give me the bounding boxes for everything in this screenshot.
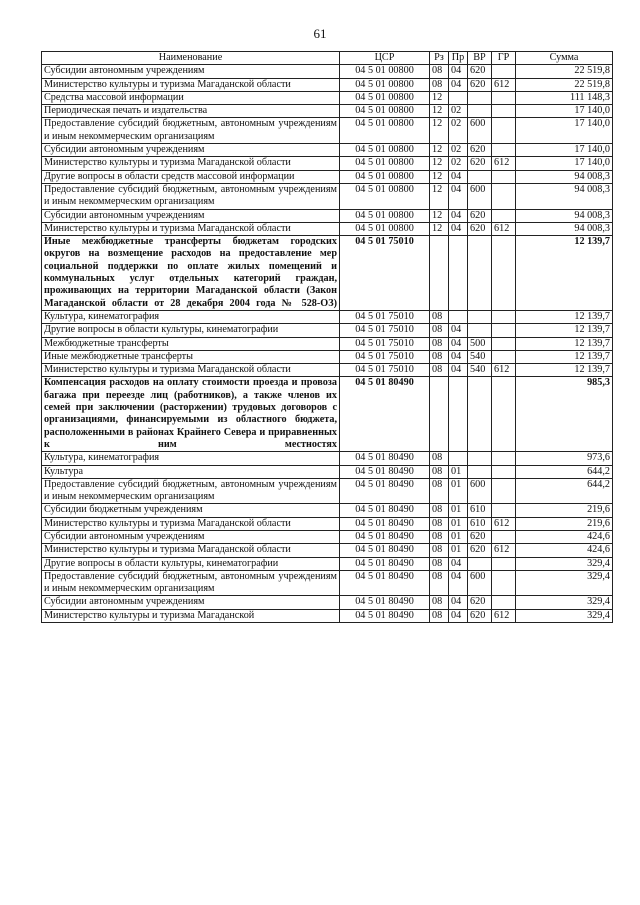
cell-pr: 01 <box>449 478 468 504</box>
cell-sum: 644,2 <box>516 465 613 478</box>
cell-vr: 620 <box>468 222 492 235</box>
cell-rz: 08 <box>430 78 449 91</box>
cell-name: Министерство культуры и туризма Магаданской области <box>42 517 340 530</box>
cell-pr: 04 <box>449 350 468 363</box>
cell-gr <box>492 504 516 517</box>
cell-csr: 04 5 01 80490 <box>340 517 430 530</box>
cell-vr <box>468 105 492 118</box>
cell-gr <box>492 530 516 543</box>
cell-rz: 08 <box>430 609 449 622</box>
cell-csr: 04 5 01 80490 <box>340 478 430 504</box>
cell-sum: 12 139,7 <box>516 236 613 311</box>
cell-gr <box>492 236 516 311</box>
table-row <box>42 78 613 91</box>
cell-sum: 985,3 <box>516 377 613 452</box>
cell-gr <box>492 183 516 209</box>
cell-pr: 01 <box>449 504 468 517</box>
cell-pr: 04 <box>449 222 468 235</box>
cell-pr: 04 <box>449 170 468 183</box>
cell-name: Субсидии автономным учреждениям <box>42 209 340 222</box>
cell-gr <box>492 337 516 350</box>
cell-rz: 08 <box>430 557 449 570</box>
cell-vr <box>468 310 492 323</box>
cell-pr: 04 <box>449 557 468 570</box>
cell-gr <box>492 557 516 570</box>
table-row <box>42 465 613 478</box>
header-sum: Сумма <box>516 52 613 65</box>
cell-sum: 329,4 <box>516 570 613 596</box>
cell-csr: 04 5 01 80490 <box>340 530 430 543</box>
cell-vr <box>468 557 492 570</box>
cell-csr: 04 5 01 80490 <box>340 596 430 609</box>
cell-csr: 04 5 01 80490 <box>340 557 430 570</box>
cell-csr: 04 5 01 80490 <box>340 504 430 517</box>
cell-gr: 612 <box>492 609 516 622</box>
cell-vr: 620 <box>468 544 492 557</box>
cell-pr <box>449 310 468 323</box>
cell-gr <box>492 465 516 478</box>
cell-pr: 02 <box>449 144 468 157</box>
header-csr: ЦСР <box>340 52 430 65</box>
cell-csr: 04 5 01 80490 <box>340 452 430 465</box>
table-row <box>42 157 613 170</box>
cell-vr: 620 <box>468 65 492 78</box>
cell-csr: 04 5 01 75010 <box>340 236 430 311</box>
cell-gr: 612 <box>492 364 516 377</box>
table-row <box>42 337 613 350</box>
cell-rz: 12 <box>430 183 449 209</box>
cell-pr: 04 <box>449 337 468 350</box>
cell-sum: 329,4 <box>516 609 613 622</box>
cell-sum: 111 148,3 <box>516 91 613 104</box>
cell-vr: 600 <box>468 570 492 596</box>
cell-vr <box>468 324 492 337</box>
cell-csr: 04 5 01 80490 <box>340 377 430 452</box>
cell-csr: 04 5 01 00800 <box>340 65 430 78</box>
cell-name: Предоставление субсидий бюджетным, автономным учреждениям и иным некоммерческим организациям <box>42 118 340 144</box>
cell-name: Межбюджетные трансферты <box>42 337 340 350</box>
cell-rz: 08 <box>430 544 449 557</box>
table-row <box>42 91 613 104</box>
cell-vr <box>468 452 492 465</box>
cell-name: Предоставление субсидий бюджетным, автономным учреждениям и иным некоммерческим организациям <box>42 183 340 209</box>
cell-rz: 12 <box>430 222 449 235</box>
cell-csr: 04 5 01 75010 <box>340 364 430 377</box>
cell-name: Предоставление субсидий бюджетным, автономным учреждениям и иным некоммерческим организациям <box>42 570 340 596</box>
table-row <box>42 222 613 235</box>
cell-pr <box>449 236 468 311</box>
cell-sum: 17 140,0 <box>516 105 613 118</box>
cell-rz: 08 <box>430 596 449 609</box>
table-body <box>42 65 613 623</box>
cell-rz: 08 <box>430 310 449 323</box>
cell-pr: 04 <box>449 570 468 596</box>
cell-csr: 04 5 01 80490 <box>340 465 430 478</box>
cell-vr: 620 <box>468 157 492 170</box>
cell-sum: 424,6 <box>516 530 613 543</box>
cell-name: Министерство культуры и туризма Магаданской области <box>42 222 340 235</box>
cell-csr: 04 5 01 80490 <box>340 609 430 622</box>
cell-sum: 94 008,3 <box>516 222 613 235</box>
cell-name: Субсидии автономным учреждениям <box>42 530 340 543</box>
cell-vr: 620 <box>468 209 492 222</box>
table-row <box>42 570 613 596</box>
header-row <box>42 52 613 65</box>
cell-vr: 610 <box>468 517 492 530</box>
cell-vr: 600 <box>468 478 492 504</box>
cell-pr: 02 <box>449 157 468 170</box>
cell-rz: 08 <box>430 324 449 337</box>
cell-pr: 04 <box>449 324 468 337</box>
cell-rz: 08 <box>430 478 449 504</box>
cell-csr: 04 5 01 00800 <box>340 105 430 118</box>
cell-pr: 02 <box>449 118 468 144</box>
cell-vr: 620 <box>468 530 492 543</box>
cell-name: Культура, кинематография <box>42 452 340 465</box>
cell-sum: 973,6 <box>516 452 613 465</box>
cell-name: Средства массовой информации <box>42 91 340 104</box>
table-row <box>42 504 613 517</box>
cell-rz: 12 <box>430 144 449 157</box>
header-name: Наименование <box>42 52 340 65</box>
cell-csr: 04 5 01 00800 <box>340 170 430 183</box>
table-row <box>42 350 613 363</box>
table-row <box>42 144 613 157</box>
cell-csr: 04 5 01 00800 <box>340 222 430 235</box>
cell-name: Министерство культуры и туризма Магаданской <box>42 609 340 622</box>
cell-rz: 12 <box>430 118 449 144</box>
cell-vr: 620 <box>468 609 492 622</box>
table-row <box>42 209 613 222</box>
cell-csr: 04 5 01 00800 <box>340 157 430 170</box>
cell-pr: 04 <box>449 78 468 91</box>
cell-vr <box>468 170 492 183</box>
page-number: 61 <box>313 26 327 41</box>
cell-rz: 08 <box>430 337 449 350</box>
header-rz: Рз <box>430 52 449 65</box>
cell-csr: 04 5 01 00800 <box>340 144 430 157</box>
cell-gr <box>492 118 516 144</box>
cell-rz <box>430 377 449 452</box>
cell-rz: 12 <box>430 209 449 222</box>
cell-name: Культура <box>42 465 340 478</box>
cell-name: Субсидии бюджетным учреждениям <box>42 504 340 517</box>
cell-vr: 620 <box>468 596 492 609</box>
cell-vr: 620 <box>468 144 492 157</box>
table-row <box>42 65 613 78</box>
cell-gr <box>492 478 516 504</box>
cell-name: Субсидии автономным учреждениям <box>42 65 340 78</box>
cell-gr <box>492 65 516 78</box>
table-row <box>42 609 613 622</box>
header-vr: ВР <box>468 52 492 65</box>
cell-vr: 610 <box>468 504 492 517</box>
cell-sum: 424,6 <box>516 544 613 557</box>
cell-csr: 04 5 01 00800 <box>340 78 430 91</box>
cell-sum: 94 008,3 <box>516 170 613 183</box>
cell-pr: 01 <box>449 465 468 478</box>
cell-vr <box>468 236 492 311</box>
cell-rz: 08 <box>430 570 449 596</box>
cell-sum: 219,6 <box>516 517 613 530</box>
cell-gr <box>492 105 516 118</box>
cell-vr: 600 <box>468 118 492 144</box>
cell-sum: 94 008,3 <box>516 209 613 222</box>
cell-vr <box>468 91 492 104</box>
cell-name: Компенсация расходов на оплату стоимости проезда и провоза багажа при переезде лиц (работников), а также членов их семей при заключении (расторжении) трудовых договоров с организациями, финансируемыми из областного бюджета, расположенными в районах Крайнего Севера и приравненных к ним местностях <box>42 377 340 452</box>
cell-name: Министерство культуры и туризма Магаданской области <box>42 364 340 377</box>
cell-sum: 329,4 <box>516 596 613 609</box>
cell-pr: 04 <box>449 65 468 78</box>
cell-gr: 612 <box>492 78 516 91</box>
cell-gr <box>492 350 516 363</box>
cell-sum: 17 140,0 <box>516 144 613 157</box>
cell-vr: 540 <box>468 350 492 363</box>
cell-gr: 612 <box>492 544 516 557</box>
table-row <box>42 530 613 543</box>
cell-name: Периодическая печать и издательства <box>42 105 340 118</box>
cell-gr <box>492 324 516 337</box>
table-row <box>42 324 613 337</box>
cell-pr: 01 <box>449 544 468 557</box>
cell-csr: 04 5 01 75010 <box>340 337 430 350</box>
cell-csr: 04 5 01 75010 <box>340 350 430 363</box>
cell-gr: 612 <box>492 157 516 170</box>
table-row <box>42 517 613 530</box>
table-row <box>42 452 613 465</box>
cell-vr <box>468 377 492 452</box>
cell-pr <box>449 91 468 104</box>
cell-gr <box>492 170 516 183</box>
cell-gr <box>492 570 516 596</box>
cell-name: Предоставление субсидий бюджетным, автономным учреждениям и иным некоммерческим организациям <box>42 478 340 504</box>
cell-csr: 04 5 01 80490 <box>340 544 430 557</box>
cell-sum: 12 139,7 <box>516 364 613 377</box>
cell-gr <box>492 452 516 465</box>
cell-sum: 12 139,7 <box>516 310 613 323</box>
cell-sum: 12 139,7 <box>516 324 613 337</box>
cell-csr: 04 5 01 75010 <box>340 310 430 323</box>
cell-sum: 219,6 <box>516 504 613 517</box>
cell-name: Другие вопросы в области культуры, кинематографии <box>42 557 340 570</box>
cell-rz: 12 <box>430 91 449 104</box>
cell-name: Министерство культуры и туризма Магаданской области <box>42 157 340 170</box>
cell-rz: 08 <box>430 452 449 465</box>
cell-pr: 01 <box>449 530 468 543</box>
cell-sum: 329,4 <box>516 557 613 570</box>
cell-gr: 612 <box>492 222 516 235</box>
cell-gr: 612 <box>492 517 516 530</box>
cell-vr: 500 <box>468 337 492 350</box>
cell-gr <box>492 144 516 157</box>
cell-csr: 04 5 01 80490 <box>340 570 430 596</box>
cell-rz: 08 <box>430 364 449 377</box>
cell-name: Другие вопросы в области культуры, кинематографии <box>42 324 340 337</box>
cell-rz: 08 <box>430 530 449 543</box>
table-row <box>42 170 613 183</box>
cell-csr: 04 5 01 75010 <box>340 324 430 337</box>
cell-pr: 01 <box>449 517 468 530</box>
cell-pr: 04 <box>449 364 468 377</box>
cell-pr: 04 <box>449 183 468 209</box>
cell-vr: 620 <box>468 78 492 91</box>
cell-vr <box>468 465 492 478</box>
cell-name: Министерство культуры и туризма Магаданской области <box>42 78 340 91</box>
cell-gr <box>492 209 516 222</box>
cell-sum: 12 139,7 <box>516 350 613 363</box>
header-pr: Пр <box>449 52 468 65</box>
cell-name: Субсидии автономным учреждениям <box>42 144 340 157</box>
cell-rz: 08 <box>430 65 449 78</box>
header-gr: ГР <box>492 52 516 65</box>
table-row <box>42 364 613 377</box>
table-row <box>42 183 613 209</box>
cell-csr: 04 5 01 00800 <box>340 209 430 222</box>
cell-csr: 04 5 01 00800 <box>340 183 430 209</box>
cell-pr <box>449 377 468 452</box>
cell-name: Субсидии автономным учреждениям <box>42 596 340 609</box>
table-row <box>42 118 613 144</box>
cell-name: Культура, кинематография <box>42 310 340 323</box>
cell-rz <box>430 236 449 311</box>
cell-rz: 12 <box>430 105 449 118</box>
cell-sum: 22 519,8 <box>516 65 613 78</box>
cell-sum: 644,2 <box>516 478 613 504</box>
table-row <box>42 596 613 609</box>
cell-rz: 12 <box>430 170 449 183</box>
table-row <box>42 105 613 118</box>
cell-name: Другие вопросы в области средств массовой информации <box>42 170 340 183</box>
cell-name: Иные межбюджетные трансферты <box>42 350 340 363</box>
cell-pr: 04 <box>449 596 468 609</box>
table-row <box>42 310 613 323</box>
cell-csr: 04 5 01 00800 <box>340 91 430 104</box>
cell-sum: 17 140,0 <box>516 118 613 144</box>
cell-sum: 17 140,0 <box>516 157 613 170</box>
table-row <box>42 478 613 504</box>
cell-rz: 08 <box>430 350 449 363</box>
cell-gr <box>492 596 516 609</box>
budget-table <box>41 51 613 623</box>
cell-gr <box>492 91 516 104</box>
cell-rz: 12 <box>430 157 449 170</box>
cell-name: Министерство культуры и туризма Магаданской области <box>42 544 340 557</box>
cell-sum: 22 519,8 <box>516 78 613 91</box>
cell-rz: 08 <box>430 517 449 530</box>
cell-vr: 540 <box>468 364 492 377</box>
cell-gr <box>492 310 516 323</box>
cell-pr: 04 <box>449 209 468 222</box>
cell-sum: 94 008,3 <box>516 183 613 209</box>
cell-name: Иные межбюджетные трансферты бюджетам городских округов на возмещение расходов на предоставление мер социальной поддержки по оплате жилых помещений и коммунальных услуг отдельных категорий граждан, проживающих на территории Магаданской области (Закон Магаданской области от 28 декабря 2004 года № 528-ОЗ) <box>42 236 340 311</box>
cell-vr: 600 <box>468 183 492 209</box>
cell-rz: 08 <box>430 465 449 478</box>
table-row <box>42 236 613 311</box>
cell-csr: 04 5 01 00800 <box>340 118 430 144</box>
cell-gr <box>492 377 516 452</box>
cell-pr <box>449 452 468 465</box>
table-row <box>42 557 613 570</box>
cell-sum: 12 139,7 <box>516 337 613 350</box>
cell-pr: 04 <box>449 609 468 622</box>
table-row <box>42 544 613 557</box>
table-row <box>42 377 613 452</box>
cell-rz: 08 <box>430 504 449 517</box>
cell-pr: 02 <box>449 105 468 118</box>
